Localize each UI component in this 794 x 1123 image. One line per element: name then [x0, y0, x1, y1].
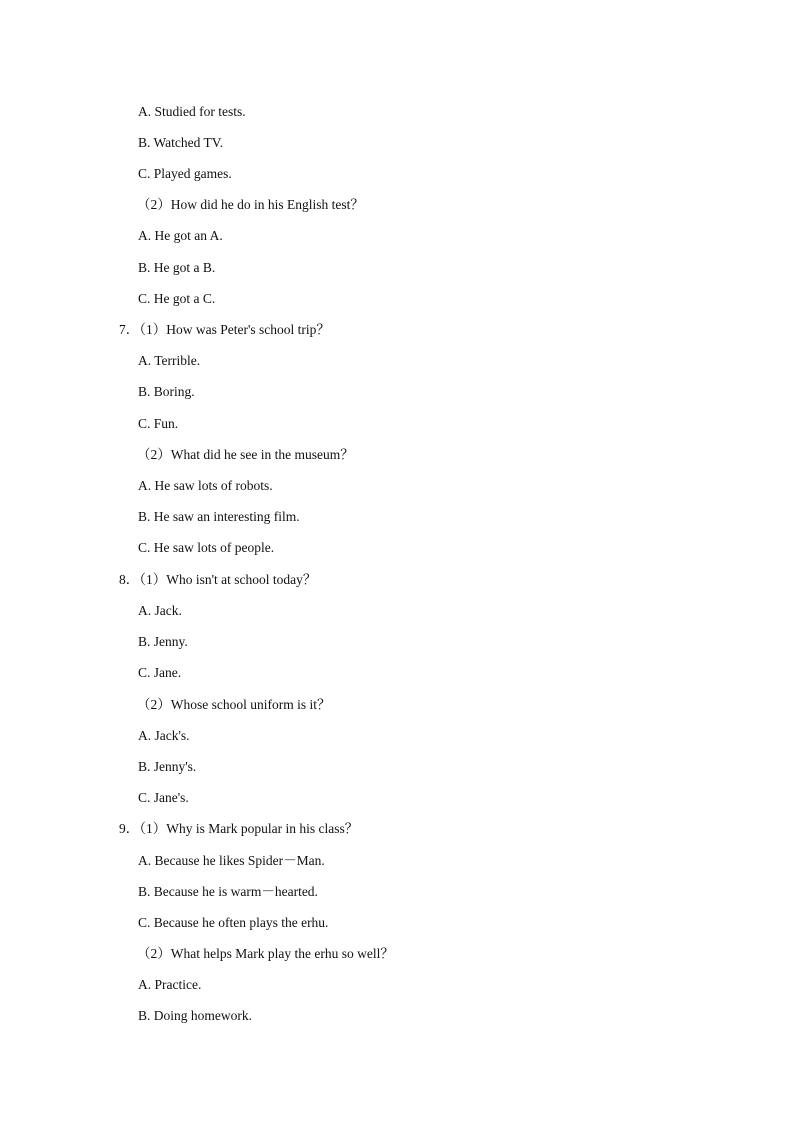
- answer-option: A. Jack.: [138, 603, 182, 618]
- answer-option: B. Jenny.: [138, 634, 188, 649]
- question-heading: 7．（1）How was Peter's school trip？: [119, 322, 330, 337]
- answer-option: C. He got a C.: [138, 291, 216, 306]
- answer-option: B. Because he is warm－hearted.: [138, 884, 318, 899]
- answer-option: B. Boring.: [138, 384, 195, 399]
- answer-option: B. Watched TV.: [138, 135, 224, 150]
- sub-question: （2）Whose school uniform is it？: [137, 697, 331, 712]
- answer-option: A. He got an A.: [138, 228, 223, 243]
- answer-option: B. Doing homework.: [138, 1008, 252, 1023]
- answer-option: C. He saw lots of people.: [138, 540, 275, 555]
- answer-option: C. Played games.: [138, 166, 232, 181]
- answer-option: C. Because he often plays the erhu.: [138, 915, 329, 930]
- answer-option: A. He saw lots of robots.: [138, 478, 273, 493]
- answer-option: A. Jack's.: [138, 728, 190, 743]
- answer-option: B. He got a B.: [138, 260, 216, 275]
- answer-option: C. Fun.: [138, 416, 179, 431]
- answer-option: C. Jane's.: [138, 790, 189, 805]
- answer-option: A. Because he likes Spider－Man.: [138, 853, 325, 868]
- answer-option: A. Practice.: [138, 977, 202, 992]
- answer-option: C. Jane.: [138, 665, 182, 680]
- sub-question: （2）How did he do in his English test？: [137, 197, 364, 212]
- question-heading: 8．（1）Who isn't at school today？: [119, 572, 317, 587]
- sub-question: （2）What did he see in the museum？: [137, 447, 354, 462]
- answer-option: B. Jenny's.: [138, 759, 197, 774]
- answer-option: B. He saw an interesting film.: [138, 509, 300, 524]
- answer-option: A. Studied for tests.: [138, 104, 246, 119]
- sub-question: （2）What helps Mark play the erhu so well？: [137, 946, 394, 961]
- question-heading: 9．（1）Why is Mark popular in his class？: [119, 821, 359, 836]
- answer-option: A. Terrible.: [138, 353, 201, 368]
